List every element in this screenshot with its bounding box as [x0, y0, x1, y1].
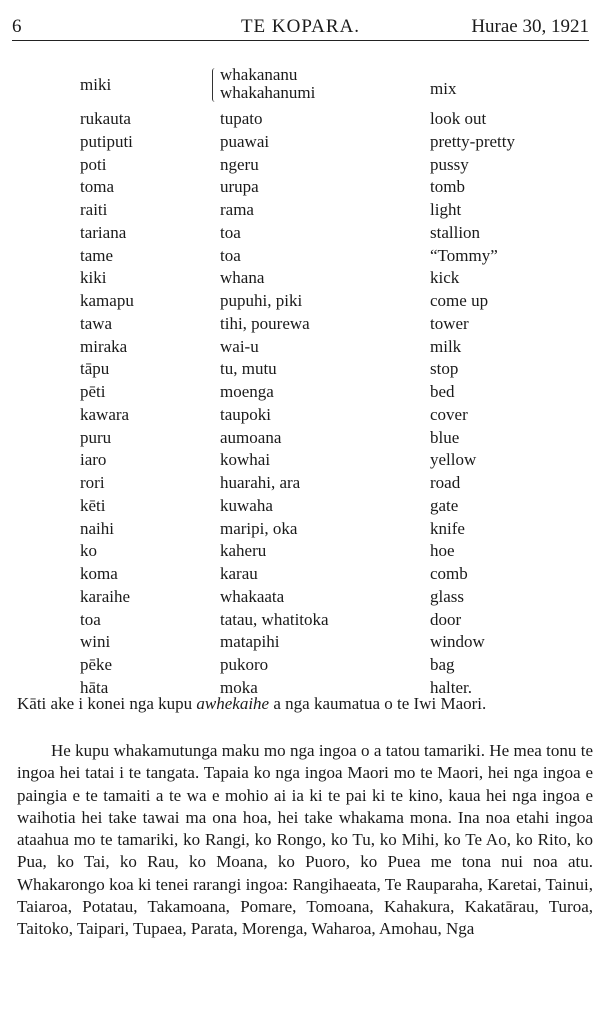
page-number: 6 — [12, 16, 22, 37]
vocab-row — [0, 540, 601, 563]
loanword: tariana — [80, 222, 127, 242]
maori-equivalent — [220, 245, 241, 267]
maori-word: puawai — [220, 131, 270, 151]
maori-equivalent — [220, 222, 241, 244]
loanword: toa — [80, 609, 101, 629]
loanword: pēti — [80, 382, 106, 401]
english-word: look out — [430, 109, 487, 128]
vocab-row — [0, 358, 601, 381]
maori-equivalent — [220, 199, 254, 221]
english-word: tomb — [430, 177, 465, 197]
maori-equivalent — [220, 336, 259, 358]
maori-equivalent — [220, 472, 300, 494]
maori-word: karau — [220, 564, 258, 583]
vocab-row — [0, 609, 601, 632]
vocab-row — [0, 381, 601, 404]
maori-word: kuwaha — [220, 495, 273, 515]
maori-word: tihi, pourewa — [220, 313, 310, 333]
maori-word: toa — [220, 245, 241, 265]
vocab-row — [0, 290, 601, 313]
english-word: glass — [430, 586, 464, 606]
closing-sentence-start: Kāti ake i konei nga kupu — [17, 694, 197, 713]
maori-word: kaheru — [220, 541, 267, 561]
loanword: puru — [80, 427, 112, 447]
maori-equivalent — [220, 631, 279, 653]
brace-mark — [212, 68, 218, 102]
maori-equivalent — [220, 495, 273, 517]
vocab-row — [0, 631, 601, 654]
maori-word: wai-u — [220, 336, 259, 356]
loanword: poti — [80, 154, 107, 174]
english-word: window — [430, 632, 485, 652]
maori-word: whakahanumi — [220, 83, 316, 102]
english-word: gate — [430, 495, 459, 515]
english-word: door — [430, 609, 462, 629]
vocab-row — [0, 108, 601, 131]
loanword: rori — [80, 473, 105, 492]
maori-word: tatau, whatitoka — [220, 609, 329, 629]
vocab-row — [0, 563, 601, 586]
maori-word: rama — [220, 200, 254, 219]
maori-equivalent — [220, 381, 274, 403]
closing-sentence-end: a nga kaumatua o te Iwi Maori. — [269, 694, 487, 713]
english-word: hoe — [430, 541, 455, 561]
maori-word: huarahi, ara — [220, 473, 301, 492]
maori-equivalent — [220, 290, 302, 312]
vocab-row — [0, 495, 601, 518]
vocab-row — [0, 66, 601, 108]
loanword: naihi — [80, 518, 114, 538]
english-word: knife — [430, 518, 465, 538]
loanword: kamapu — [80, 291, 134, 310]
loanword: toma — [80, 177, 114, 197]
maori-word: tu, mutu — [220, 359, 277, 379]
maori-equivalent — [220, 563, 258, 585]
maori-equivalent — [220, 176, 259, 198]
english-word: halter. — [430, 677, 473, 697]
vocab-row — [0, 199, 601, 222]
loanword: raiti — [80, 200, 108, 219]
loanword: karaihe — [80, 586, 131, 606]
vocab-row — [0, 472, 601, 495]
maori-word: tupato — [220, 109, 263, 128]
maori-word: toa — [220, 222, 241, 242]
publication-title: TE KOPARA. — [240, 16, 361, 37]
loanword: pēke — [80, 655, 113, 674]
maori-word: whana — [220, 268, 265, 288]
maori-word: pupuhi, piki — [220, 291, 303, 310]
vocab-row — [0, 518, 601, 541]
english-word: blue — [430, 427, 460, 447]
page-header — [12, 14, 589, 41]
maori-word: maripi, oka — [220, 518, 298, 538]
english-word: milk — [430, 336, 462, 356]
maori-word: whakananu — [220, 65, 298, 84]
vocab-row — [0, 313, 601, 336]
vocab-row — [0, 449, 601, 472]
issue-date: Hurae 30, 1921 — [471, 16, 589, 37]
vocab-row — [0, 176, 601, 199]
maori-equivalent — [220, 108, 263, 130]
loanword: tawa — [80, 313, 113, 333]
vocab-row — [0, 131, 601, 154]
english-word: come up — [430, 291, 489, 310]
vocabulary-list — [0, 66, 601, 700]
loanword: wini — [80, 632, 111, 652]
maori-equivalent — [220, 358, 277, 380]
maori-word: aumoana — [220, 427, 282, 447]
maori-equivalent — [220, 609, 329, 631]
maori-word: urupa — [220, 177, 259, 197]
loanword: rukauta — [80, 109, 131, 128]
english-word: tower — [430, 313, 469, 333]
english-word: kick — [430, 268, 460, 288]
loanword: miki — [80, 75, 112, 94]
maori-word: moenga — [220, 382, 274, 401]
maori-equivalent — [220, 66, 315, 102]
loanword: miraka — [80, 336, 128, 356]
maori-equivalent — [220, 427, 281, 449]
maori-word: pukoro — [220, 655, 269, 674]
vocab-row — [0, 154, 601, 177]
loanword: ko — [80, 541, 97, 561]
maori-equivalent — [220, 586, 284, 608]
english-word: “Tommy” — [430, 245, 498, 265]
loanword: putiputi — [80, 131, 133, 151]
loanword: tame — [80, 245, 114, 265]
vocab-row — [0, 336, 601, 359]
maori-word: whakaata — [220, 586, 285, 606]
vocab-row — [0, 222, 601, 245]
maori-word: taupoki — [220, 404, 271, 424]
vocab-row — [0, 586, 601, 609]
vocab-row — [0, 427, 601, 450]
vocab-row — [0, 267, 601, 290]
maori-equivalent — [220, 654, 268, 676]
english-word: pretty-pretty — [430, 131, 515, 151]
vocab-row — [0, 245, 601, 268]
maori-equivalent — [220, 313, 310, 335]
italic-term: awhekaihe — [196, 694, 270, 713]
vocab-row — [0, 654, 601, 677]
loanword: hāta — [80, 677, 109, 697]
maori-equivalent — [220, 540, 266, 562]
maori-equivalent — [220, 518, 297, 540]
maori-equivalent — [220, 131, 269, 153]
loanword: kēti — [80, 495, 106, 515]
english-word: stop — [430, 359, 459, 379]
names-paragraph: He kupu whakamutunga maku mo nga ingoa o a tatou tamariki. He mea tonu te ingoa hei tatai i te tangata. Tapaia ko nga ingoa Maori mo te Maori, hei nga ingoa e paingia e te tamaiti a te wa e mohio ai ia ki te pai ki te kino, kaua hei nga ingoa e waihotia hei take tawai ma ona hoa, hei take whakama mona. Ina noa etahi ingoa ataahua mo te tamariki, ko Rangi, ko Rongo, ko Tu, ko Mihi, ko Te Ao, ko Rito, ko Pua, ko Tai, ko Rau, ko Moana, ko Puoro, ko Puea me tona nui noa atu. Whakarongo koa ki tenei rarangi ingoa: Rangihaeata, Te Rauparaha, Karetai, Tainui, Taiaroa, Potatau, Takamoana, Pomare, Tomoana, Kahakura, Kakatārau, Turoa, Taitoko, Taipari, Tupaea, Parata, Morenga, Waharoa, Amohau, Nga — [17, 741, 593, 939]
english-word: light — [430, 200, 462, 219]
maori-equivalent — [220, 449, 270, 471]
loanword: iaro — [80, 450, 107, 470]
english-word: bed — [430, 382, 455, 401]
loanword: tāpu — [80, 359, 110, 379]
english-word: yellow — [430, 450, 477, 470]
english-word: bag — [430, 655, 455, 674]
english-word: road — [430, 473, 461, 492]
maori-word: matapihi — [220, 632, 280, 652]
maori-equivalent — [220, 404, 271, 426]
english-word: comb — [430, 564, 468, 583]
english-word: mix — [430, 79, 457, 98]
english-word: stallion — [430, 222, 481, 242]
maori-equivalent — [220, 154, 259, 176]
english-word: pussy — [430, 154, 469, 174]
vocab-row — [0, 404, 601, 427]
maori-word: moka — [220, 677, 258, 697]
english-word: cover — [430, 404, 468, 424]
loanword: kawara — [80, 404, 130, 424]
closing-sentence — [17, 693, 593, 715]
maori-word: kowhai — [220, 450, 271, 470]
loanword: koma — [80, 564, 118, 583]
maori-equivalent — [220, 267, 264, 289]
loanword: kiki — [80, 268, 107, 288]
maori-word: ngeru — [220, 154, 259, 174]
